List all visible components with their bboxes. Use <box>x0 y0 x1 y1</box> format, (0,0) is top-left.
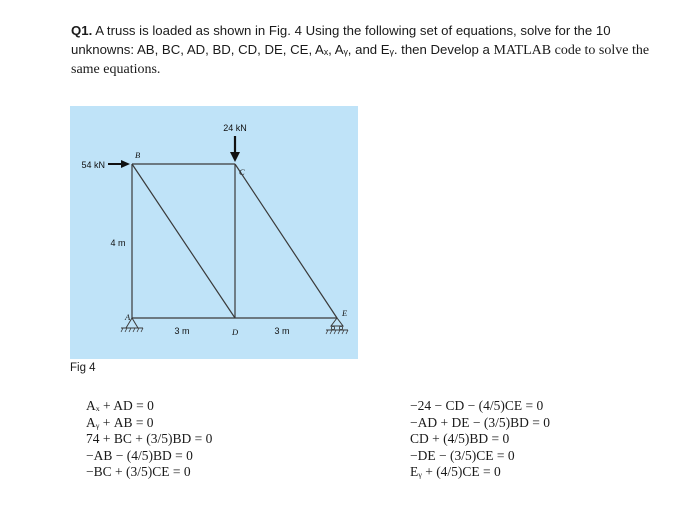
equation-7: −AD + DE − (3/5)BD = 0 <box>410 414 550 430</box>
equation-9: −DE − (3/5)CE = 0 <box>410 447 515 463</box>
equation-1: Aₓ + AD = 0 <box>86 398 154 413</box>
node-c-label: C <box>239 167 245 177</box>
figure-background <box>70 106 358 359</box>
node-a-label: A <box>125 312 131 322</box>
equation-10: Eᵧ + (4/5)CE = 0 <box>410 464 501 480</box>
question-body: A truss is loaded as shown in Fig. 4 Using the following set of equations, solve for the 10 unknowns: AB, BC, AD, BD, CD, DE, CE, Aₓ, Aᵧ, and Eᵧ. then Develop a <box>71 23 611 57</box>
span-right-label: 3 m <box>274 326 290 336</box>
equations-right-column <box>410 398 550 481</box>
load-top-label: 24 kN <box>223 123 247 133</box>
equation-5: −BC + (3/5)CE = 0 <box>86 464 191 480</box>
node-d-label: D <box>232 327 239 337</box>
load-left-label: 54 kN <box>81 160 105 170</box>
truss-figure <box>70 106 358 359</box>
node-b-label: B <box>135 150 141 160</box>
equation-3: 74 + BC + (3/5)BD = 0 <box>86 431 213 447</box>
question-matlab-part: MATLAB code to solve the same equations. <box>71 42 650 77</box>
equation-2: Aᵧ + AB = 0 <box>86 414 154 430</box>
figure-caption: Fig 4 <box>70 362 96 374</box>
height-label: 4 m <box>110 238 126 248</box>
equation-6: −24 − CD − (4/5)CE = 0 <box>410 398 544 413</box>
question-number: Q1. <box>71 23 93 38</box>
node-e-label: E <box>342 308 348 318</box>
question-text <box>71 22 661 80</box>
equation-4: −AB − (4/5)BD = 0 <box>86 447 193 463</box>
truss-diagram <box>70 106 358 359</box>
equation-8: CD + (4/5)BD = 0 <box>410 431 510 447</box>
equations-left-column <box>86 398 212 481</box>
span-left-label: 3 m <box>174 326 190 336</box>
